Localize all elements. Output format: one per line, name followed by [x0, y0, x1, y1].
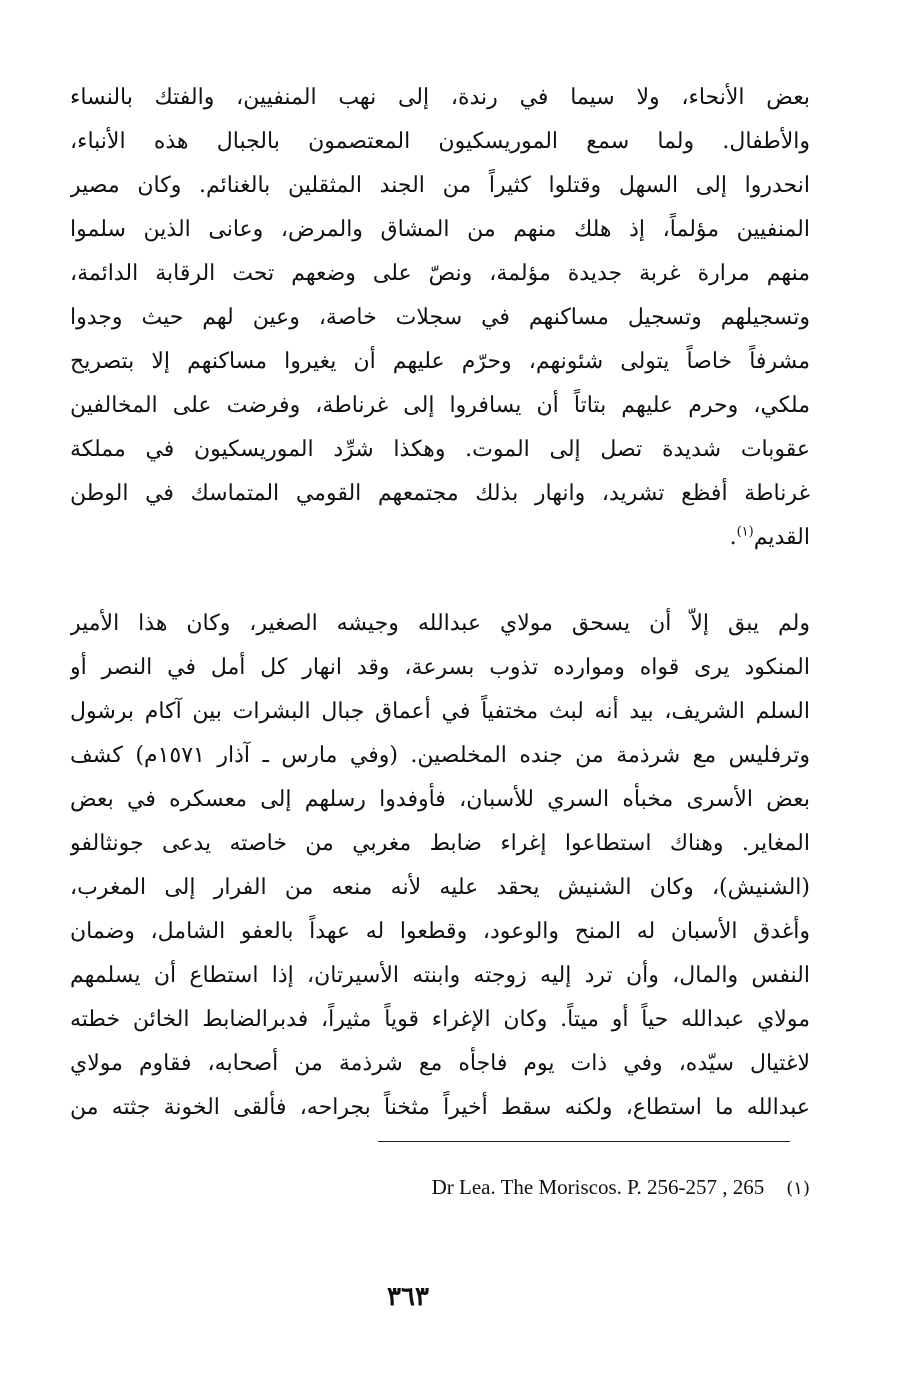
text-line: المنفيين مؤلماً، إذ هلك منهم من المشاق والمرض، وعانى الذين سلموا [70, 217, 810, 242]
text-line: مولاي عبدالله حياً أو ميتاً. وكان الإغراء قوياً مثيراً، فدبرالضابط الخائن خطته [70, 1007, 810, 1032]
last-line-end: . [729, 525, 737, 550]
paragraph-2 [70, 602, 810, 1130]
text-line: بعض الأنحاء، ولا سيما في رندة، إلى نهب المنفيين، والفتك بالنساء [70, 85, 810, 110]
last-line-text: القديم [753, 525, 810, 550]
text-line: مشرفاً خاصاً يتولى شئونهم، وحرّم عليهم أن يغيروا مساكنهم إلا بتصريح [70, 349, 810, 374]
text-line: انحدروا إلى السهل وقتلوا كثيراً من الجند المثقلين بالغنائم. وكان مصير [70, 173, 810, 198]
page-number: ٣٦٣ [387, 1282, 429, 1312]
text-line: وتسجيلهم وتسجيل مساكنهم في سجلات خاصة، وعين لهم حيث وجدوا [70, 305, 810, 330]
text-line: وترفليس مع شرذمة من جنده المخلصين. (وفي مارس ـ آذار ١٥٧١م) كشف [70, 743, 810, 768]
text-line: غرناطة أفظع تشريد، وانهار بذلك مجتمعهم القومي المتماسك في الوطن [70, 481, 810, 506]
footnote-number: (١) [786, 1178, 810, 1199]
text-line: ولم يبق إلاّ أن يسحق مولاي عبدالله وجيشه الصغير، وكان هذا الأمير [70, 611, 810, 636]
text-line: بعض الأسرى مخبأه السري للأسبان، فأوفدوا رسلهم إلى معسكره في بعض [70, 787, 810, 812]
text-line: والأطفال. ولما سمع الموريسكيون المعتصمون بالجبال هذه الأنباء، [70, 129, 810, 154]
text-line-last [70, 516, 810, 560]
text-line: ملكي، وحرم عليهم بتاتاً أن يسافروا إلى غرناطة، وفرضت على المخالفين [70, 393, 810, 418]
text-line: المغاير. وهناك استطاعوا إغراء ضابط مغربي من خاصته يدعى جونثالفو [70, 831, 810, 856]
text-line: (الشنيش)، وكان الشنيش يحقد عليه لأنه منعه من الفرار إلى المغرب، [70, 875, 810, 900]
text-line: لاغتيال سيّده، وفي ذات يوم فاجأه مع شرذمة من أصحابه، فقاوم مولاي [70, 1051, 810, 1076]
text-line: عقوبات شديدة تصل إلى الموت. وهكذا شرِّد الموريسكيون في مملكة [70, 437, 810, 462]
footnote-text: Dr Lea. The Moriscos. P. 256-257 , 265 [431, 1175, 765, 1199]
text-line: منهم مرارة غربة جديدة مؤلمة، ونصّ على وضعهم تحت الرقابة الدائمة، [70, 261, 810, 286]
footnote-reference[interactable]: (١) [736, 524, 754, 540]
footnote [300, 1172, 810, 1204]
text-line: النفس والمال، وأن ترد إليه زوجته وابنته الأسيرتان، إذا استطاع أن يسلمهم [70, 963, 810, 988]
text-line: السلم الشريف، بيد أنه لبث مختفياً في أعماق جبال البشرات بين آكام برشول [70, 699, 810, 724]
text-line: وأغدق الأسبان له المنح والوعود، وقطعوا له عهداً بالعفو الشامل، وضمان [70, 919, 810, 944]
footnote-separator [378, 1141, 790, 1142]
text-line: المنكود يرى قواه وموارده تذوب بسرعة، وقد انهار كل أمل في النصر أو [70, 655, 810, 680]
paragraph-1 [70, 76, 810, 560]
text-line: عبدالله ما استطاع، ولكنه سقط أخيراً مثخناً بجراحه، فألقى الخونة جثته من [70, 1095, 810, 1120]
